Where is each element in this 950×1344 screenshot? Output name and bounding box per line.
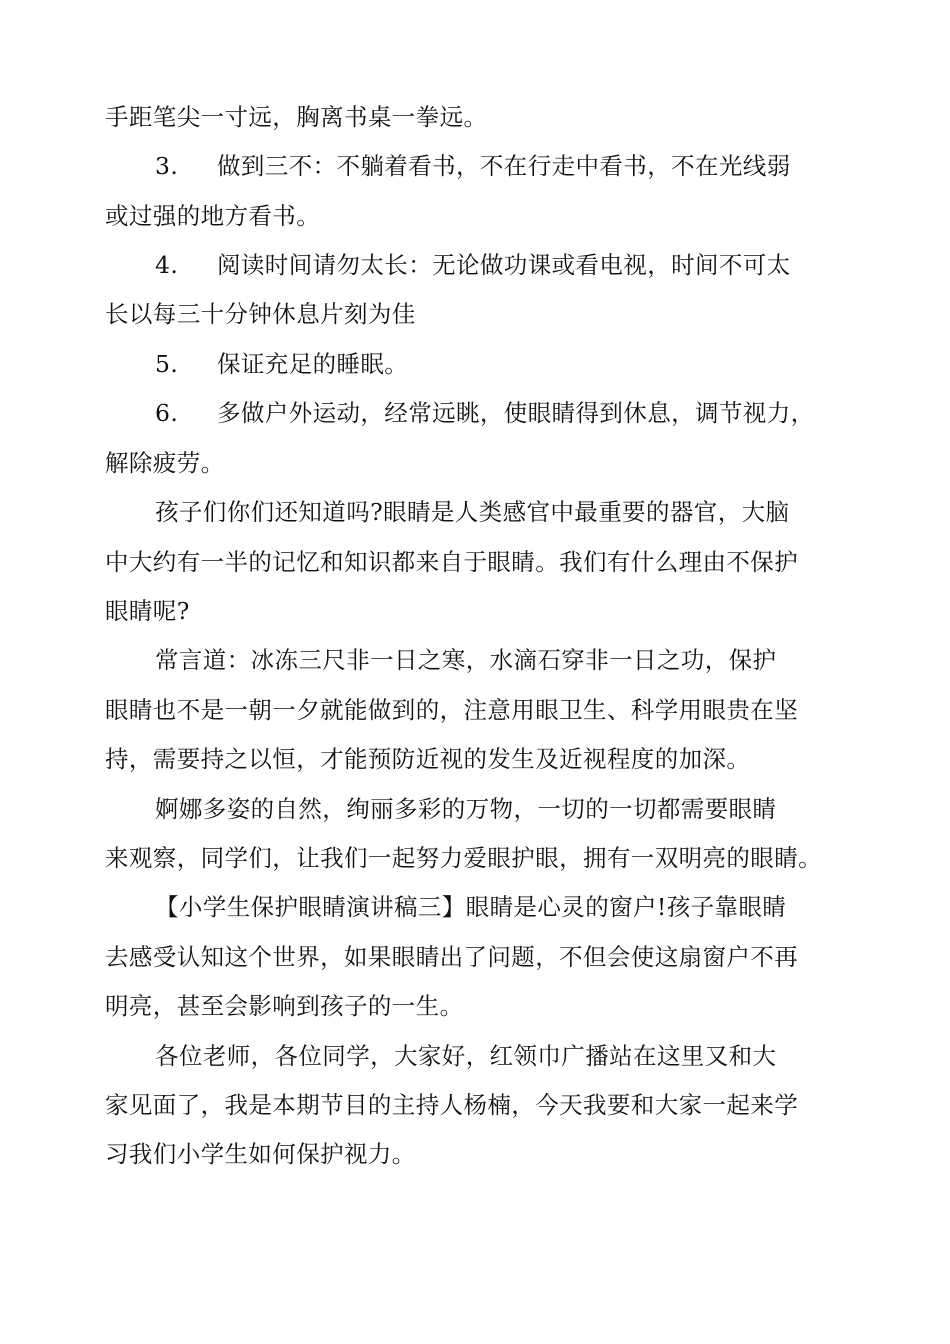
text-line: 持，需要持之以恒，才能预防近视的发生及近视程度的加深。 xyxy=(105,745,751,773)
paragraph-first-line: 常言道：冰冻三尺非一日之寒，水滴石穿非一日之功，保护 xyxy=(155,646,777,674)
text-line: 解除疲劳。 xyxy=(105,449,225,477)
text-line: 阅读时间请勿太长：无论做功课或看电视，时间不可太 xyxy=(217,251,791,279)
text-line: 去感受认知这个世界，如果眼睛出了问题，不但会使这扇窗户不再 xyxy=(105,943,799,971)
paragraph-first-line: 各位老师，各位同学，大家好，红领巾广播站在这里又和大 xyxy=(155,1042,777,1070)
text-line: 中大约有一半的记忆和知识都来自于眼睛。我们有什么理由不保护 xyxy=(105,548,799,576)
text-line: 眼睛呢? xyxy=(105,597,190,625)
paragraph-first-line: 婀娜多姿的自然，绚丽多彩的万物，一切的一切都需要眼睛 xyxy=(155,795,777,823)
text-line: 多做户外运动，经常远眺，使眼睛得到休息，调节视力， xyxy=(217,399,815,427)
text-line: 或过强的地方看书。 xyxy=(105,202,321,230)
text-line: 明亮，甚至会影响到孩子的一生。 xyxy=(105,992,464,1020)
list-item xyxy=(155,250,791,280)
list-number: 6. xyxy=(155,399,179,427)
text-line: 来观察，同学们，让我们一起努力爱眼护眼，拥有一双明亮的眼睛。 xyxy=(105,844,822,872)
paragraph-first-line: 孩子们你们还知道吗?眼睛是人类感官中最重要的器官，大脑 xyxy=(155,498,790,526)
text-line: 长以每三十分钟休息片刻为佳 xyxy=(105,300,416,328)
list-number: 4. xyxy=(155,251,179,279)
paragraph-first-line: 【小学生保护眼睛演讲稿三】眼睛是心灵的窗户!孩子靠眼睛 xyxy=(155,893,787,921)
list-number: 5. xyxy=(155,350,179,378)
text-line: 做到三不：不躺着看书，不在行走中看书，不在光线弱 xyxy=(217,152,791,180)
list-item xyxy=(155,398,815,428)
text-line: 家见面了，我是本期节目的主持人杨楠，今天我要和大家一起来学 xyxy=(105,1091,799,1119)
list-item xyxy=(155,151,791,181)
text-line: 手距笔尖一寸远，胸离书桌一拳远。 xyxy=(105,103,488,131)
list-number: 3. xyxy=(155,152,179,180)
list-item xyxy=(155,349,408,379)
text-line: 习我们小学生如何保护视力。 xyxy=(105,1140,416,1168)
text-line: 眼睛也不是一朝一夕就能做到的，注意用眼卫生、科学用眼贵在坚 xyxy=(105,696,799,724)
text-line: 保证充足的睡眠。 xyxy=(217,350,409,378)
